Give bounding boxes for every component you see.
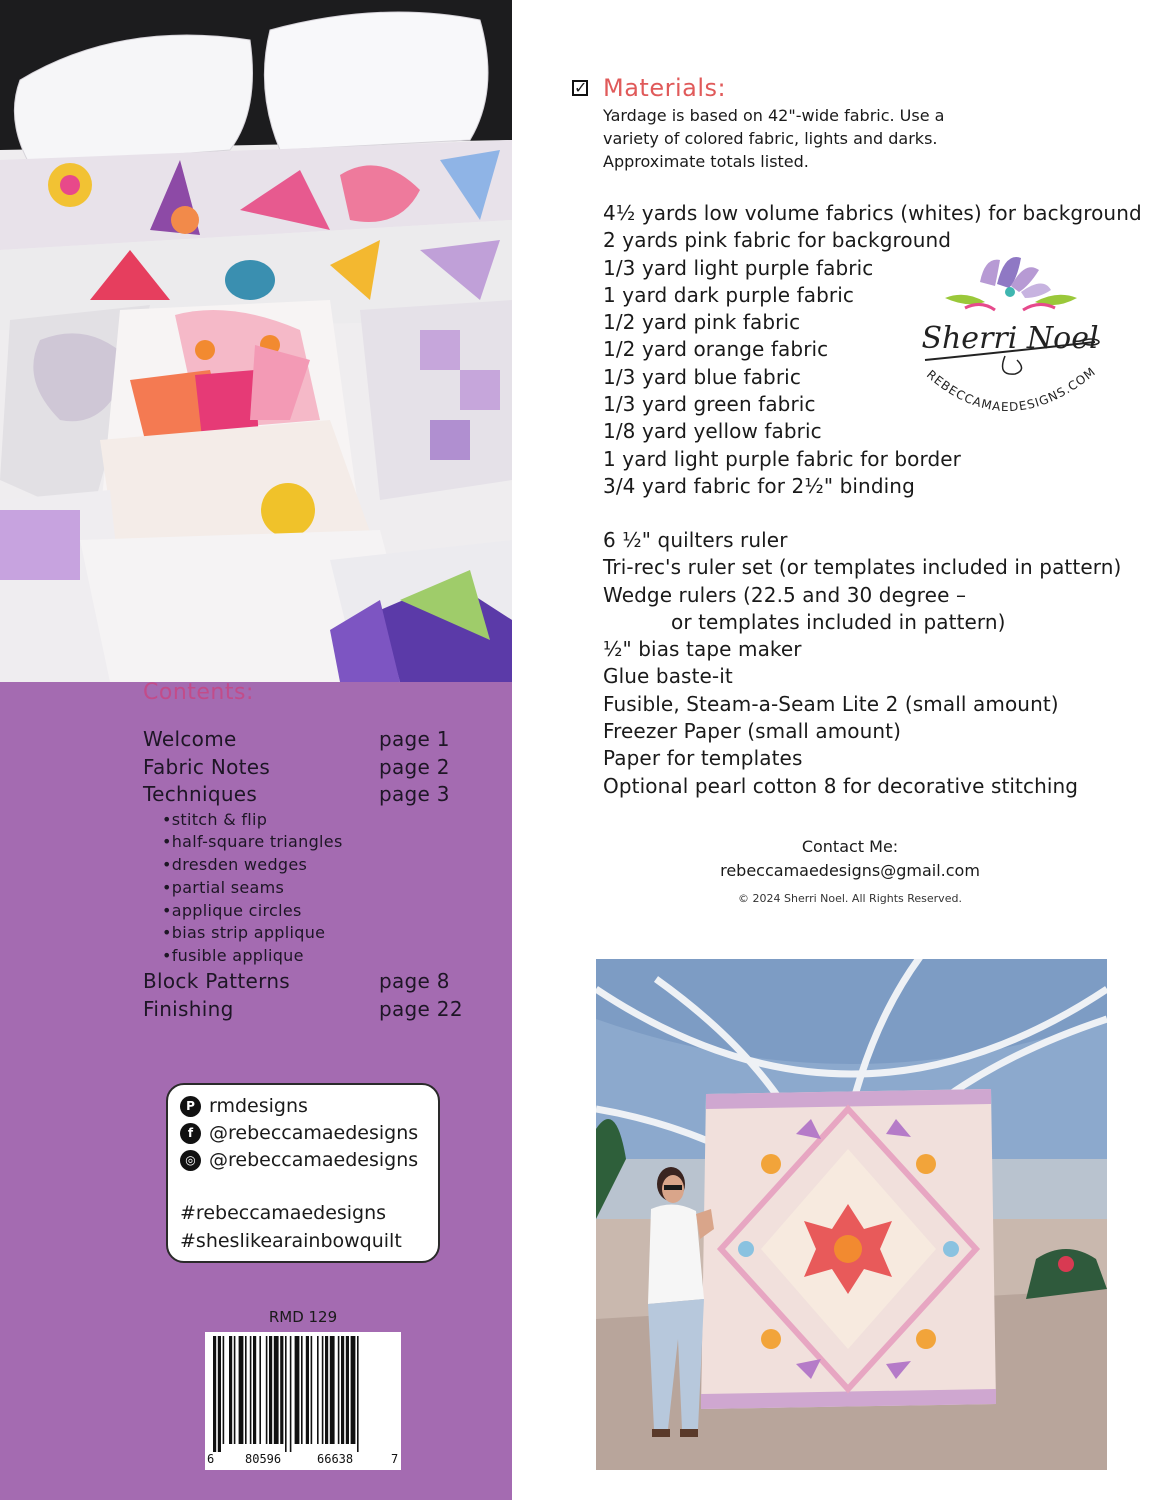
contact-label: Contact Me: [801, 837, 899, 856]
svg-text:REBECCAMAEDESIGNS.COM [924, 364, 1098, 414]
checkbox-icon: ✓ [574, 78, 588, 97]
barcode-bars [205, 1332, 401, 1454]
barcode-bar [266, 1336, 268, 1444]
tool-item: Glue baste-it [603, 664, 733, 689]
toc-label: Finishing [143, 996, 234, 1021]
toc-row [143, 997, 483, 1025]
tool-item: Fusible, Steam-a-Seam Lite 2 (small amount) [603, 691, 1059, 716]
toc-page: page 22 [379, 996, 463, 1021]
barcode-bar [290, 1336, 292, 1452]
hashtag: #rebeccamaedesigns [180, 1202, 387, 1224]
contents-title: Contents: [143, 680, 254, 705]
technique-item: •stitch & flip [162, 809, 268, 829]
facebook-icon: f [180, 1123, 201, 1144]
barcode-bar [213, 1336, 216, 1452]
hashtag: #sheslikearainbowquilt [180, 1230, 402, 1252]
barcode-digit-group: 66638 [317, 1452, 354, 1466]
materials-intro: Yardage is based on 42"-wide fabric. Use a variety of colored fabric, lights and darks. Approximate totals listed. [603, 106, 945, 171]
pinterest-icon: P [180, 1096, 201, 1117]
technique-item: •applique circles [162, 900, 302, 920]
barcode-bar [250, 1336, 252, 1444]
toc-row [143, 782, 483, 810]
barcode-bar [234, 1336, 236, 1444]
barcode-digit-group: 80596 [245, 1452, 282, 1466]
social-box [166, 1083, 440, 1263]
technique-item: •bias strip applique [162, 923, 326, 943]
barcode-digits [205, 1452, 401, 1470]
barcode-bar [306, 1336, 309, 1444]
tool-item: Tri-rec's ruler set (or templates included in pattern) [603, 555, 1122, 580]
pinterest-row[interactable] [180, 1093, 308, 1119]
contact-email[interactable]: rebeccamaedesigns@gmail.com [720, 861, 980, 880]
barcode-bar [253, 1336, 256, 1444]
instagram-icon: ◎ [180, 1150, 201, 1171]
facebook-row[interactable] [180, 1120, 418, 1146]
fabric-item: 3/4 yard fabric for 2½" binding [603, 473, 915, 498]
barcode-bar [317, 1336, 319, 1444]
toc-row [143, 969, 483, 997]
fabric-item: 1/2 yard orange fabric [603, 337, 829, 362]
barcode-bar [301, 1336, 303, 1444]
toc-label: Welcome [143, 727, 237, 751]
instagram-handle: @rebeccamaedesigns [209, 1149, 419, 1171]
toc-row [143, 727, 483, 755]
tool-item: Optional pearl cotton 8 for decorative stitching [603, 773, 1079, 798]
tool-item: or templates included in pattern) [671, 609, 1006, 634]
toc-row [143, 755, 483, 783]
barcode-bar [338, 1336, 340, 1444]
barcode-bar [259, 1336, 261, 1444]
barcode [205, 1332, 401, 1470]
logo-name: Sherri Noel [921, 321, 1099, 356]
left-panel [0, 0, 512, 1500]
barcode-bar [229, 1336, 232, 1444]
fabric-item: 1/8 yard yellow fabric [603, 419, 822, 444]
tool-item: Freezer Paper (small amount) [603, 719, 902, 744]
fabric-item: 1/3 yard green fabric [603, 392, 816, 417]
barcode-bar [269, 1336, 272, 1444]
fabric-item: 1/3 yard blue fabric [603, 364, 801, 389]
toc-page: page 8 [379, 969, 450, 994]
barcode-bar [274, 1336, 279, 1444]
barcode-digit-group: 6 [207, 1452, 215, 1466]
toc-page: page 2 [379, 754, 450, 779]
technique-item: •dresden wedges [162, 855, 308, 875]
technique-item: •half-square triangles [162, 832, 343, 852]
pinterest-handle: rmdesigns [209, 1095, 308, 1117]
technique-item: •partial seams [162, 877, 285, 897]
toc-label: Block Patterns [143, 969, 291, 994]
logo-website: REBECCAMAEDESIGNS.COM [923, 364, 1099, 415]
tool-item: Paper for templates [603, 746, 803, 771]
tools-list [603, 528, 1143, 801]
fabric-item: 1/3 yard light purple fabric [603, 255, 874, 280]
technique-item: •fusible applique [162, 946, 304, 966]
instagram-row[interactable] [180, 1147, 418, 1173]
materials-title: Materials: [603, 74, 727, 102]
barcode-bar [325, 1336, 328, 1444]
tool-item: Wedge rulers (22.5 and 30 degree – [603, 582, 967, 607]
quilt-bed-illustration [0, 0, 512, 682]
barcode-bar [223, 1336, 225, 1444]
barcode-digit-group: 7 [391, 1452, 399, 1466]
fabric-item: 4½ yards low volume fabrics (whites) for background [603, 201, 1142, 225]
fabric-item: 2 yards pink fabric for background [603, 228, 952, 253]
barcode-bar [239, 1336, 244, 1444]
barcode-bar [322, 1336, 324, 1444]
quilt-holder-photo [596, 959, 1107, 1470]
toc-page: page 1 [379, 727, 450, 751]
barcode-bar [330, 1336, 335, 1444]
contact-block [600, 836, 1100, 905]
tool-item: 6 ½" quilters ruler [603, 528, 788, 552]
barcode-bar [245, 1336, 247, 1444]
table-of-contents [143, 727, 483, 1024]
barcode-bar [295, 1336, 300, 1444]
toc-label: Techniques [143, 782, 258, 806]
barcode-bar [351, 1336, 356, 1444]
facebook-handle: @rebeccamaedesigns [209, 1122, 419, 1144]
tool-item: ½" bias tape maker [603, 637, 802, 662]
fabric-item: 1/2 yard pink fabric [603, 310, 801, 335]
copyright: © 2024 Sherri Noel. All Rights Reserved. [738, 892, 962, 905]
barcode-bar [346, 1336, 349, 1444]
barcode-bar [341, 1336, 344, 1444]
fabric-item: 1 yard dark purple fabric [603, 282, 854, 307]
quilt-holder-illustration [596, 959, 1107, 1470]
sherri-noel-logo [905, 252, 1115, 432]
barcode-bar [218, 1336, 221, 1452]
toc-label: Fabric Notes [143, 754, 271, 779]
barcode-bar [311, 1336, 313, 1444]
quilt-bed-photo [0, 0, 512, 682]
fabric-item: 1 yard light purple fabric for border [603, 446, 961, 471]
barcode-bar [357, 1336, 359, 1452]
barcode-bar [280, 1336, 283, 1444]
logo-mark [905, 252, 1115, 432]
barcode-bar [285, 1336, 287, 1452]
toc-page: page 3 [379, 782, 450, 806]
product-sku: RMD 129 [268, 1308, 338, 1326]
